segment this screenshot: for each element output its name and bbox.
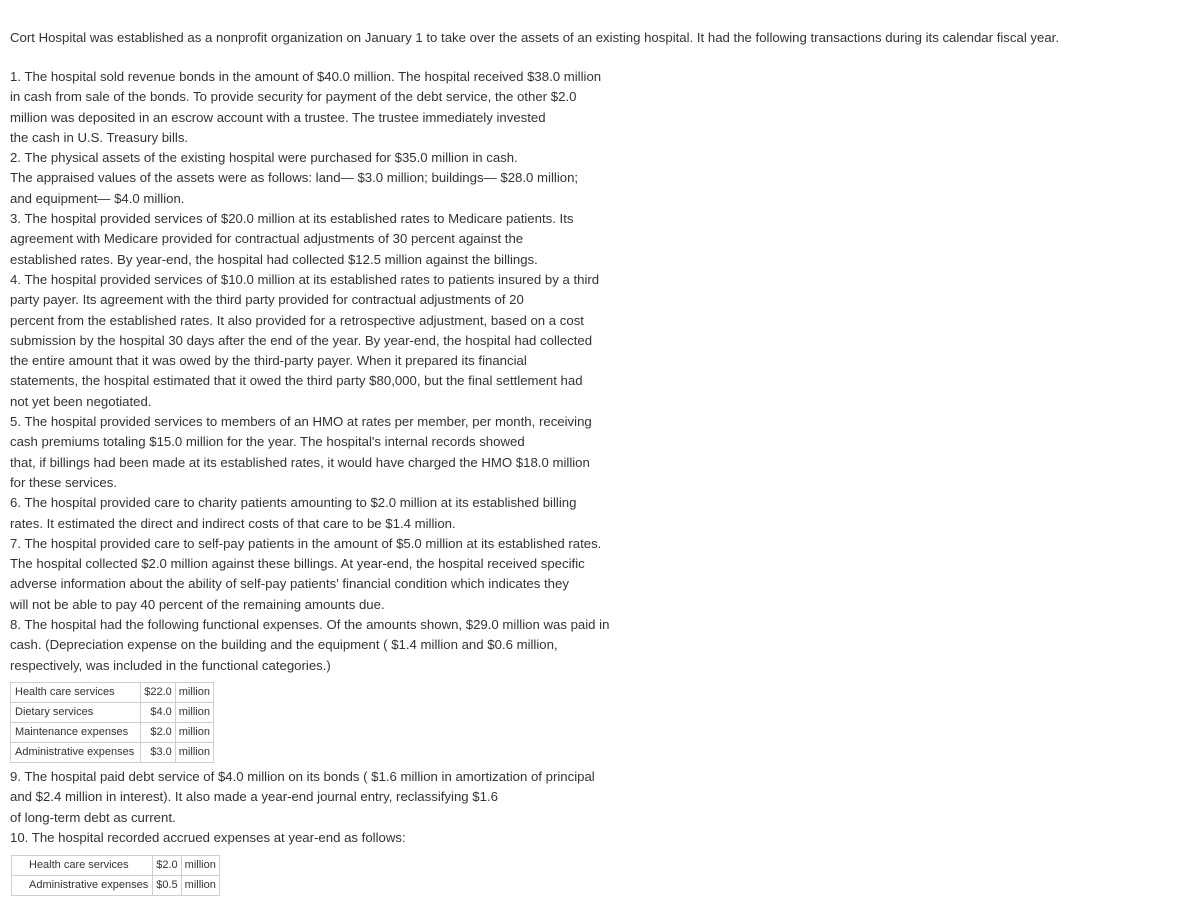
item-text: and $2.4 million in interest). It also made a year-end journal entry, reclassifying $1.6: [10, 789, 498, 805]
expense-amount: $0.5: [153, 876, 181, 896]
functional-expenses-table: [10, 682, 214, 763]
item-text: The hospital provided care to charity patients amounting to $2.0 million at its established billing: [24, 495, 577, 511]
item-text-line: [10, 128, 670, 148]
item-text-line: [10, 270, 670, 290]
transaction-list-final: [10, 828, 670, 848]
item-number: 8.: [10, 617, 21, 633]
transaction-list: [10, 67, 670, 676]
item-text-line: [10, 331, 670, 351]
item-text: cash premiums totaling $15.0 million for the year. The hospital's internal records showed: [10, 434, 525, 450]
item-text: The hospital had the following functional expenses. Of the amounts shown, $29.0 million was paid in: [24, 617, 610, 633]
item-text: will not be able to pay 40 percent of the remaining amounts due.: [10, 596, 385, 612]
item-text-line: [10, 209, 670, 229]
item-text-line: [10, 412, 670, 432]
list-item: [10, 148, 670, 209]
item-text-line: [10, 574, 670, 594]
item-text-line: [10, 635, 670, 655]
item-text: The hospital collected $2.0 million against these billings. At year-end, the hospital received specific: [10, 556, 585, 572]
item-text-line: [10, 311, 670, 331]
item-text: million was deposited in an escrow account with a trustee. The trustee immediately invested: [10, 109, 546, 125]
expense-label: Administrative expenses: [11, 743, 141, 763]
item-text: The hospital recorded accrued expenses at year-end as follows:: [31, 830, 406, 845]
item-text: The appraised values of the assets were as follows: land— $3.0 million; buildings— $28.0 million;: [10, 170, 579, 186]
item-text: cash. (Depreciation expense on the building and the equipment ( $1.4 million and $0.6 million,: [10, 637, 558, 653]
expense-label: Dietary services: [11, 703, 141, 723]
table-row: [12, 876, 220, 896]
item-text: the entire amount that it was owed by the third-party payer. When it prepared its financial: [10, 353, 527, 369]
expense-unit: million: [175, 683, 213, 703]
expense-label: Health care services: [11, 683, 141, 703]
item-number: 1.: [10, 69, 21, 84]
item-text-line: [10, 656, 670, 676]
item-text: of long-term debt as current.: [10, 809, 176, 825]
expense-unit: million: [181, 876, 219, 896]
item-text-line: [10, 189, 670, 209]
item-number: 3.: [10, 211, 21, 227]
expense-amount: $3.0: [141, 743, 176, 763]
list-item: [10, 412, 670, 493]
item-text: that, if billings had been made at its established rates, it would have charged the HMO $18.0 million: [10, 454, 590, 470]
item-text-line: [10, 534, 670, 554]
item-text-line: [10, 615, 670, 635]
table-row: [11, 683, 214, 703]
table-row: [11, 743, 214, 763]
item-text-line: [10, 493, 670, 513]
expense-amount: $2.0: [153, 856, 181, 876]
item-number: 10.: [10, 830, 29, 845]
item-text-line: [10, 453, 670, 473]
item-text-line: [10, 290, 670, 310]
expense-unit: million: [175, 723, 213, 743]
table-row: [12, 856, 220, 876]
item-text: in cash from sale of the bonds. To provide security for payment of the debt service, the other $2.0: [10, 89, 577, 105]
expense-amount: $2.0: [141, 723, 176, 743]
item-number: 7.: [10, 535, 21, 551]
item-text: The hospital provided services of $10.0 million at its established rates to patients insured by a third: [24, 271, 600, 287]
item-text: The hospital provided services to members of an HMO at rates per member, per month, receiving: [24, 414, 592, 430]
list-item: [10, 67, 670, 148]
item-text: for these services.: [10, 474, 118, 490]
expense-label: Health care services: [12, 856, 153, 876]
item-text-line: [10, 168, 670, 188]
accrued-expenses-table: [11, 855, 220, 896]
item-text-line: [10, 787, 670, 807]
item-number: 5.: [10, 414, 21, 430]
expense-amount: $4.0: [141, 703, 176, 723]
item-text-line: [10, 351, 670, 371]
list-item: [10, 270, 670, 412]
transaction-list-continued: [10, 767, 670, 828]
item-text: established rates. By year-end, the hospital had collected $12.5 million against the billings.: [10, 251, 538, 267]
item-text-line: [10, 808, 670, 828]
item-text: The hospital provided services of $20.0 million at its established rates to Medicare patients. Its: [24, 211, 574, 227]
item-text: submission by the hospital 30 days after the end of the year. By year-end, the hospital had collected: [10, 332, 593, 348]
item-text: rates. It estimated the direct and indirect costs of that care to be $1.4 million.: [10, 515, 456, 531]
list-item: [10, 209, 670, 270]
table-row: [11, 723, 214, 743]
item-text: party payer. Its agreement with the third party provided for contractual adjustments of 20: [10, 292, 524, 308]
item-text: respectively, was included in the functional categories.): [10, 657, 331, 673]
item-text-line: [10, 148, 670, 168]
item-text-line: [10, 554, 670, 574]
item-text: percent from the established rates. It also provided for a retrospective adjustment, based on a cost: [10, 312, 584, 328]
list-item: [10, 493, 670, 534]
item-text-line: [10, 595, 670, 615]
item-text-line: [10, 392, 670, 412]
item-text: The physical assets of the existing hospital were purchased for $35.0 million in cash.: [24, 150, 518, 166]
item-text: agreement with Medicare provided for contractual adjustments of 30 percent against the: [10, 231, 524, 247]
expense-label: Administrative expenses: [12, 876, 153, 896]
table-row: [11, 703, 214, 723]
item-text-line: [10, 767, 670, 787]
expense-amount: $22.0: [141, 683, 176, 703]
list-item: [10, 534, 670, 615]
item-number: 9.: [10, 769, 21, 784]
item-number: 6.: [10, 495, 21, 511]
intro-paragraph: Cort Hospital was established as a nonprofit organization on January 1 to take over the assets of an existing hospital. It had the following transactions during its calendar fiscal year.: [10, 30, 1059, 45]
item-text-line: [10, 229, 670, 249]
item-text-line: [10, 108, 670, 128]
list-item: [10, 767, 670, 828]
item-text-line: [10, 67, 670, 87]
item-text-line: [10, 828, 670, 848]
item-text: not yet been negotiated.: [10, 393, 152, 409]
item-text: the cash in U.S. Treasury bills.: [10, 129, 189, 145]
expense-unit: million: [181, 856, 219, 876]
item-text-line: [10, 514, 670, 534]
expense-unit: million: [175, 743, 213, 763]
item-text: The hospital paid debt service of $4.0 million on its bonds ( $1.6 million in amortization of principal: [24, 769, 595, 784]
item-text: statements, the hospital estimated that it owed the third party $80,000, but the final settlement had: [10, 373, 583, 389]
expense-unit: million: [175, 703, 213, 723]
item-text: adverse information about the ability of self-pay patients' financial condition which indicates they: [10, 576, 569, 592]
list-item: [10, 615, 670, 676]
expense-label: Maintenance expenses: [11, 723, 141, 743]
item-text-line: [10, 87, 670, 107]
item-text: The hospital provided care to self-pay patients in the amount of $5.0 million at its established rates.: [24, 535, 602, 551]
list-item: [10, 828, 670, 848]
item-text-line: [10, 473, 670, 493]
item-number: 2.: [10, 150, 21, 166]
item-text-line: [10, 250, 670, 270]
item-text: and equipment— $4.0 million.: [10, 190, 185, 206]
item-text-line: [10, 432, 670, 452]
item-text-line: [10, 371, 670, 391]
item-number: 4.: [10, 271, 21, 287]
item-text: The hospital sold revenue bonds in the amount of $40.0 million. The hospital received $38.0 million: [24, 69, 602, 84]
